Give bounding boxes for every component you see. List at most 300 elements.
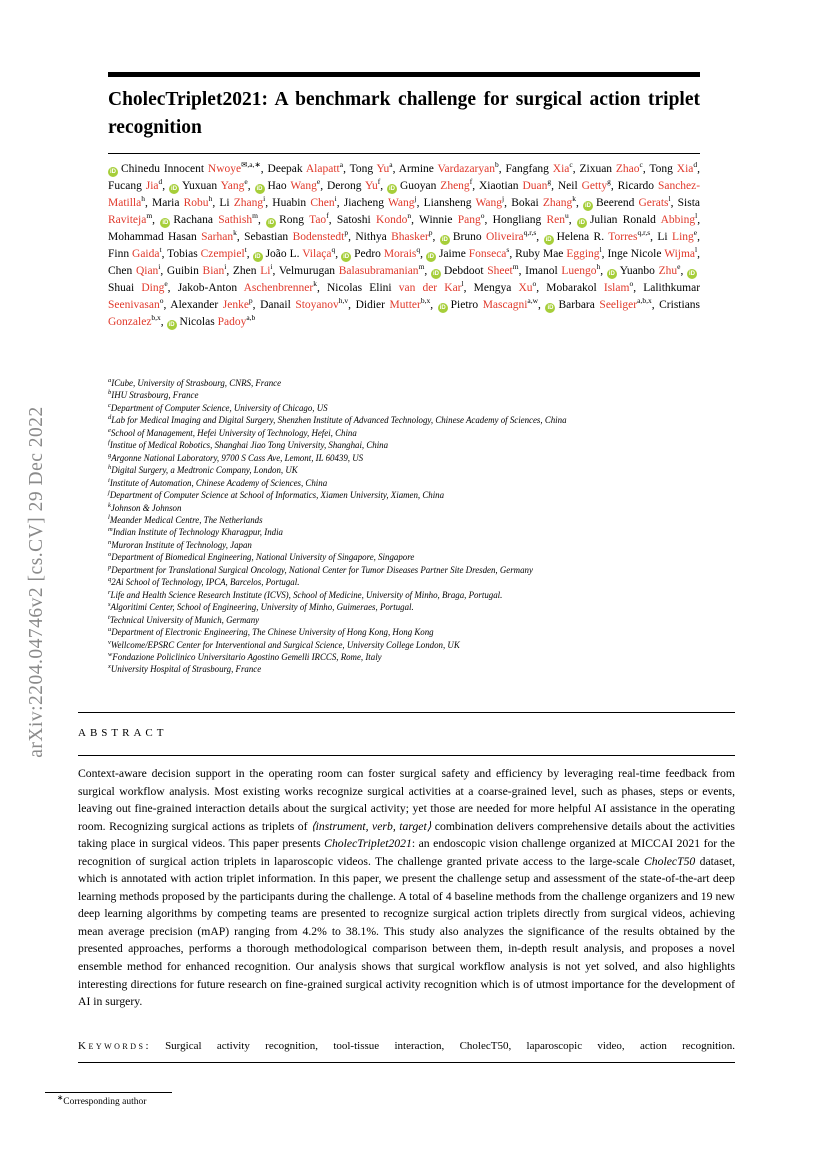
author-family-name: Jenke [222, 299, 249, 311]
affiliation-text: Wellcome/EPSRC Center for Interventional and Surgical Science, University College London, UK [110, 639, 460, 650]
affiliation [108, 551, 735, 563]
author-affiliation-sup: c [569, 160, 573, 170]
author-given-name: Zixuan [579, 163, 616, 175]
author-affiliation-sup: e [244, 177, 248, 187]
author-given-name: Finn [108, 248, 133, 260]
affiliation [108, 489, 735, 501]
author-family-name: Wang [387, 197, 415, 209]
author [177, 279, 317, 294]
author-family-name: Sheet [487, 265, 513, 277]
author [108, 262, 161, 277]
author [473, 279, 537, 294]
author-given-name: Zhen [232, 265, 261, 277]
author-family-name: Gerats [638, 197, 669, 209]
author-given-name: Helena R. [556, 231, 609, 243]
affiliation-sup: d [108, 414, 112, 422]
affiliation-sup: k [108, 501, 111, 509]
author-given-name: Shuai [108, 282, 142, 294]
author [398, 160, 499, 175]
author-family-name: Wang [290, 180, 317, 192]
affiliation-text: Institute of Automation, Chinese Academy of Sciences, China [109, 477, 328, 488]
author-affiliation-sup: q,r,s [523, 228, 537, 238]
author [160, 211, 258, 226]
affiliation-text: Fondazione Policlinico Universitario Agostino Gemelli IRCCS, Rome, Italy [112, 651, 382, 662]
author-affiliation-sup: o [480, 211, 485, 221]
author-family-name: Zhu [658, 265, 678, 277]
author-given-name: Deepak [267, 163, 306, 175]
title-top-bar [108, 72, 700, 77]
author [649, 160, 698, 175]
author-given-name: Pietro [450, 299, 483, 311]
author [327, 177, 381, 192]
author-affiliation-sup: j [502, 194, 505, 204]
author-given-name: Sista [677, 197, 701, 209]
author-affiliation-sup: c [639, 160, 643, 170]
affiliation [108, 514, 735, 526]
author-family-name: Zheng [440, 180, 470, 192]
author-given-name: Beerend [596, 197, 639, 209]
author-given-name: Rong [279, 214, 310, 226]
author [607, 262, 681, 277]
author-affiliation-sup: q [416, 245, 421, 255]
author-family-name: Mascagni [482, 299, 528, 311]
author-given-name: Tobias [167, 248, 201, 260]
author-family-name: Xia [552, 163, 570, 175]
author [341, 245, 421, 260]
author-affiliation-sup: f [377, 177, 381, 187]
abstract-mid-rule [78, 755, 735, 756]
orcid-icon[interactable]: iD [608, 270, 615, 277]
author [440, 228, 537, 243]
author [387, 177, 473, 192]
orcid-icon[interactable]: iD [585, 202, 592, 209]
author-family-name: Bodenstedt [292, 231, 345, 243]
abstract-segment: : an endoscopic vision challenge organized at MICCAI 2021 for the recognition of surgical action triplets in laparoscopic videos. The challenge granted private access to the large-scale [78, 837, 735, 868]
author [244, 228, 349, 243]
affiliation [108, 614, 735, 626]
affiliation-sup: h [108, 464, 112, 472]
author-affiliation-sup: i [334, 194, 337, 204]
author-family-name: Stoyanov [295, 299, 339, 311]
author-family-name: Seenivasan [108, 299, 160, 311]
author-given-name: Ruby Mae [515, 248, 567, 260]
author-family-name: Zhang [542, 197, 573, 209]
affiliation [108, 589, 735, 601]
author [108, 245, 162, 260]
author-affiliation-sup: f [469, 177, 473, 187]
author [583, 194, 671, 209]
author-affiliation-sup: j [414, 194, 417, 204]
orcid-icon[interactable]: iD [427, 253, 434, 260]
author-family-name: Alapatt [305, 163, 340, 175]
keywords-line [78, 1040, 735, 1052]
author-family-name: Aschenbrenner [243, 282, 314, 294]
author-family-name: Ling [672, 231, 694, 243]
author-family-name: Duan [522, 180, 548, 192]
abstract-italic-segment: CholecT50 [643, 854, 696, 868]
author-family-name: Torres [608, 231, 638, 243]
author [343, 194, 417, 209]
author-family-name: Ren [546, 214, 566, 226]
author-given-name: Guoyan [400, 180, 441, 192]
author [544, 228, 651, 243]
affiliation-sup: n [108, 538, 112, 546]
author-family-name: Padoy [217, 316, 247, 328]
author-family-name: Ding [141, 282, 165, 294]
author-given-name: Liansheng [423, 197, 476, 209]
author [419, 211, 485, 226]
affiliation [108, 539, 735, 551]
author [579, 160, 643, 175]
author-given-name: Chinedu Innocent [121, 163, 208, 175]
author-family-name: Xia [676, 163, 694, 175]
author-given-name: Li [219, 197, 234, 209]
author-affiliation-sup: h [141, 194, 145, 204]
abstract-italic-segment: CholecTriplet2021 [324, 837, 412, 851]
orcid-icon[interactable]: iD [689, 270, 695, 277]
author-family-name: Yu [364, 180, 378, 192]
affiliation-text: Meander Medical Centre, The Netherlands [109, 514, 263, 525]
author-given-name: Imanol [525, 265, 562, 277]
orcid-icon[interactable]: iD [439, 304, 446, 311]
author-affiliation-sup: a [389, 160, 393, 170]
corresponding-author-footnote [57, 1092, 147, 1107]
author [657, 228, 698, 243]
author [108, 177, 163, 192]
affiliation [108, 389, 735, 401]
affiliation-text: School of Management, Hefei University of Technology, Hefei, China [110, 427, 357, 438]
orcid-icon[interactable]: iD [171, 185, 178, 192]
author-family-name: Kondo [376, 214, 408, 226]
author-affiliation-sup: p [344, 228, 349, 238]
affiliation-sup: j [108, 489, 110, 497]
affiliation-text: Digital Surgery, a Medtronic Company, London, UK [111, 465, 298, 476]
author-affiliation-sup: m [146, 211, 153, 221]
author-affiliation-sup: l [668, 194, 671, 204]
author-affiliation-sup: a,w [527, 296, 539, 306]
affiliation-sup: x [108, 663, 111, 671]
author-given-name: Neil [557, 180, 582, 192]
orcid-icon[interactable]: iD [547, 304, 554, 311]
author [557, 177, 611, 192]
abstract-top-rule [78, 712, 735, 713]
author-family-name: Gonzalez [108, 316, 152, 328]
author-affiliation-sup: a,b,x [637, 296, 652, 306]
author-affiliation-sup: o [159, 296, 164, 306]
affiliation-text: Department of Biomedical Engineering, National University of Singapore, Singapore [111, 552, 415, 563]
author [167, 313, 256, 328]
author-affiliation-sup: q,r,s [637, 228, 651, 238]
affiliation [108, 477, 735, 489]
affiliation [108, 564, 735, 576]
author-given-name: Mobarakol [546, 282, 604, 294]
author-given-name: Li [657, 231, 673, 243]
author-given-name: Huabin [272, 197, 311, 209]
affiliation [108, 402, 735, 414]
author-affiliation-sup: h,v [338, 296, 349, 306]
affiliation-sup: w [108, 651, 113, 658]
author-affiliation-sup: t [244, 245, 247, 255]
author [336, 211, 412, 226]
author-family-name: Jia [145, 180, 159, 192]
author [423, 194, 505, 209]
author-affiliation-sup: g [547, 177, 552, 187]
affiliation-sup: u [108, 626, 112, 634]
author-given-name: Alexander [170, 299, 223, 311]
author-given-name: Nicolas [179, 316, 218, 328]
author-affiliation-sup: h [596, 262, 601, 272]
abstract-segment: Context-aware decision support in the operating room can foster surgical safety and efficiency by leveraging real-time feedback from surgical workflow analysis. Most existing works recognize surgical activities at a coarse-grained level, such as phases, steps or events, leaving out fine-grained interaction details about the surgical activity; yet those are needed for more helpful AI assistance in the operating room. Recognizing surgical actions as triplets of [78, 767, 735, 833]
author-affiliation-sup: a [339, 160, 344, 170]
affiliation-sup: b [108, 389, 112, 397]
abstract-italic-segment: ⟨instrument, verb, target⟩ [311, 819, 432, 833]
author-family-name: Nwoye [207, 163, 242, 175]
author-given-name: Julian Ronald [589, 214, 661, 226]
author [431, 262, 519, 277]
author-given-name: Jiacheng [343, 197, 388, 209]
orcid-icon[interactable]: iD [432, 270, 439, 277]
author-affiliation-sup: m [512, 262, 519, 272]
author [255, 177, 321, 192]
author-affiliation-sup: b [495, 160, 499, 170]
author-affiliation-sup: e [693, 228, 698, 238]
author-family-name: Gaida [132, 248, 160, 260]
author-given-name: Tong [349, 163, 377, 175]
affiliation [108, 651, 735, 663]
abstract-segment: dataset, which is annotated with action triplet information. In this paper, we present the challenge setup and assessment of the state-of-the-art deep learning methods proposed by the participants during the challenge. A total of 4 baseline methods from the challenge organizers and 19 new deep learning algorithms by competing teams are presented to recognize surgical action triplets directly from surgical videos, achieving mean average precision (mAP) ranging from 4.2% to 38.1%. This study also analyzes the significance of the results obtained by the presented approaches, performs a thorough methodological comparison between them, in-depth result analysis, and proposes a novel ensemble method for enhanced recognition. Our analysis shows that surgical workflow analysis is not yet solved, and also highlights interesting directions for future research on fine-grained surgical activity recognition which is of utmost importance for the development of AI in surgery. [78, 854, 735, 1009]
affiliation [108, 576, 735, 588]
affiliation-sup: g [108, 451, 112, 459]
affiliation-text: Life and Health Science Research Institute (ICVS), School of Medicine, University of Minho, Braga, Portugal. [110, 589, 503, 600]
affiliation-text: Argonne National Laboratory, 9700 S Cass Ave, Lemont, IL 60439, US [111, 452, 364, 463]
author-given-name: Nicolas Elini [326, 282, 399, 294]
author-family-name: Yu [376, 163, 390, 175]
author [577, 211, 698, 226]
orcid-icon[interactable]: iD [256, 185, 263, 192]
author-given-name: Maria [152, 197, 184, 209]
author [607, 245, 698, 260]
footnote-rule [45, 1092, 172, 1093]
affiliation-sup: v [108, 638, 111, 646]
author-affiliation-sup: k [313, 279, 317, 289]
author-family-name: Bian [202, 265, 225, 277]
author-affiliation-sup: m [252, 211, 258, 221]
author-given-name: Satoshi [336, 214, 377, 226]
orcid-icon[interactable]: iD [545, 236, 552, 243]
affiliation-sup: a [108, 377, 112, 385]
author-affiliation-sup: q [331, 245, 336, 255]
author-given-name: Jakob-Anton [177, 282, 244, 294]
author-affiliation-sup: t [159, 245, 162, 255]
affiliation [108, 663, 735, 675]
author-affiliation-sup: d [693, 160, 698, 170]
author-family-name: Pang [457, 214, 481, 226]
author-family-name: Wang [475, 197, 503, 209]
author-affiliation-sup: o [532, 279, 537, 289]
author-given-name: Xiaotian [478, 180, 523, 192]
author [355, 296, 431, 311]
author [267, 160, 344, 175]
author-affiliation-sup: m [418, 262, 425, 272]
author-affiliation-sup: n [407, 211, 412, 221]
author-family-name: Seeliger [599, 299, 638, 311]
author-given-name: Hao [267, 180, 291, 192]
author-given-name: Didier [355, 299, 390, 311]
affiliation [108, 526, 735, 538]
affiliation-sup: t [108, 613, 110, 621]
author-family-name: Sanchez-Matilla [108, 180, 701, 209]
author [438, 296, 539, 311]
author [492, 211, 569, 226]
affiliation-sup: l [108, 514, 110, 522]
author [232, 262, 273, 277]
paper-title: CholecTriplet2021: A benchmark challenge for surgical action triplet recognition [108, 89, 700, 138]
author [170, 296, 253, 311]
affiliation-sup: c [108, 401, 111, 409]
orcid-icon[interactable]: iD [343, 253, 350, 260]
affiliation-text: 2Ai School of Technology, IPCA, Barcelos, Portugal. [111, 577, 300, 588]
author [169, 177, 248, 192]
author-affiliation-sup: k [233, 228, 237, 238]
author-given-name: Mengya [473, 282, 519, 294]
author-affiliation-sup: l [695, 245, 698, 255]
author-given-name: Fucang [108, 180, 146, 192]
affiliation-sup: i [108, 476, 110, 484]
affiliation-text: Indian Institute of Technology Kharagpur, India [112, 527, 283, 538]
author-given-name: Cristians [659, 299, 701, 311]
affiliation-list [108, 377, 735, 676]
author [326, 279, 464, 294]
author-family-name: Qian [135, 265, 159, 277]
author-affiliation-sup: b,x [151, 313, 161, 323]
author-given-name: Inge Nicole [607, 248, 665, 260]
author-affiliation-sup: d [158, 177, 163, 187]
author-affiliation-sup: l [461, 279, 464, 289]
author-given-name: Pedro [354, 248, 384, 260]
author-given-name: Winnie [419, 214, 458, 226]
author-family-name: van der Kar [398, 282, 462, 294]
affiliation-text: Muroran Institute of Technology, Japan [111, 539, 252, 550]
author [545, 296, 652, 311]
keywords-bottom-rule [78, 1062, 735, 1063]
author-family-name: Abbing [660, 214, 696, 226]
author-affiliation-sup: i [224, 262, 227, 272]
author-family-name: Zhao [615, 163, 640, 175]
author-given-name: Nithya [355, 231, 392, 243]
affiliation-text: University Hospital of Strasbourg, France [110, 664, 262, 675]
author [260, 296, 349, 311]
abstract-segment: combination delivers comprehensive details about the activities taking place in surgical videos. This paper presents [78, 819, 735, 851]
author-given-name: Velmurugan [278, 265, 339, 277]
author-given-name: Derong [327, 180, 365, 192]
affiliation-text: Johnson & Johnson [110, 502, 182, 513]
author-family-name: Oliveira [485, 231, 524, 243]
affiliation [108, 414, 735, 426]
affiliation [108, 601, 735, 613]
affiliation [108, 439, 735, 451]
affiliation-sup: p [108, 563, 112, 571]
author-family-name: Egging [566, 248, 600, 260]
orcid-icon[interactable]: iD [441, 236, 448, 243]
author-affiliation-sup: b,x [420, 296, 431, 306]
author-affiliation-sup: i [158, 262, 161, 272]
orcid-icon[interactable]: iD [578, 219, 585, 226]
author-affiliation-sup: k [572, 194, 576, 204]
author-affiliation-sup: o [629, 279, 634, 289]
author [219, 194, 266, 209]
author-given-name: Tong [649, 163, 677, 175]
author-given-name: Guibin [166, 265, 203, 277]
affiliation-sup: o [108, 551, 112, 559]
affiliation-text: Department for Translational Surgical Oncology, National Center for Tumor Diseases Partner Site Dresden, Germany [111, 564, 533, 575]
author [108, 160, 261, 175]
footnote-text: Corresponding author [63, 1097, 147, 1107]
author-given-name: Debdoot [443, 265, 488, 277]
orcid-icon[interactable]: iD [254, 253, 261, 260]
abstract-heading: ABSTRACT [78, 727, 168, 739]
author-affiliation-sup: i [270, 262, 273, 272]
author [505, 160, 573, 175]
author-family-name: Chen [310, 197, 335, 209]
author-affiliation-sup: e [677, 262, 681, 272]
author-affiliation-sup: h [208, 194, 213, 204]
author-affiliation-sup: ✉,a,∗ [241, 160, 261, 170]
author-given-name: Yuxuan [182, 180, 221, 192]
author-family-name: Fonseca [468, 248, 507, 260]
author-given-name: Barbara [558, 299, 600, 311]
author-family-name: Balasubramanian [338, 265, 419, 277]
author-family-name: Czempiel [200, 248, 245, 260]
keywords-label: Keywords: [78, 1040, 152, 1052]
author-family-name: Sathish [218, 214, 253, 226]
author-given-name: Mohammad Hasan [108, 231, 202, 243]
author-given-name: Bokai [511, 197, 543, 209]
author-given-name: Lalithkumar [643, 282, 701, 294]
orcid-icon[interactable]: iD [110, 168, 116, 175]
author-family-name: Tao [309, 214, 327, 226]
affiliation-text: Institue of Medical Robotics, Shanghai Jiao Tong University, Shanghai, China [109, 440, 389, 451]
author [266, 211, 329, 226]
author-given-name: Rachana [173, 214, 219, 226]
author [166, 262, 227, 277]
author-family-name: Yang [220, 180, 245, 192]
author-family-name: Morais [383, 248, 417, 260]
author-given-name: Sebastian [244, 231, 293, 243]
author [253, 245, 336, 260]
orcid-icon[interactable]: iD [162, 219, 169, 226]
author-given-name: Armine [398, 163, 438, 175]
arxiv-banner: arXiv:2204.04746v2 [cs.CV] 29 Dec 2022 [26, 406, 47, 758]
author-family-name: Islam [603, 282, 630, 294]
affiliation-sup: q [108, 576, 112, 584]
author [355, 228, 433, 243]
author-affiliation-sup: p [248, 296, 253, 306]
affiliation-sup: m [108, 526, 113, 534]
footnote-marker: ∗ [57, 1092, 64, 1102]
author-family-name: Getty [581, 180, 608, 192]
author-given-name: Bruno [452, 231, 486, 243]
affiliation [108, 377, 735, 389]
orcid-icon[interactable]: iD [268, 219, 275, 226]
orcid-icon[interactable]: iD [168, 321, 175, 328]
author-affiliation-sup: i [263, 194, 266, 204]
author-affiliation-sup: l [599, 245, 602, 255]
author-family-name: Mutter [389, 299, 421, 311]
author-family-name: Sarhan [201, 231, 234, 243]
orcid-icon[interactable]: iD [389, 185, 395, 192]
affiliation-text: ICube, University of Strasbourg, CNRS, France [111, 378, 282, 388]
author-family-name: Raviteja [108, 214, 147, 226]
